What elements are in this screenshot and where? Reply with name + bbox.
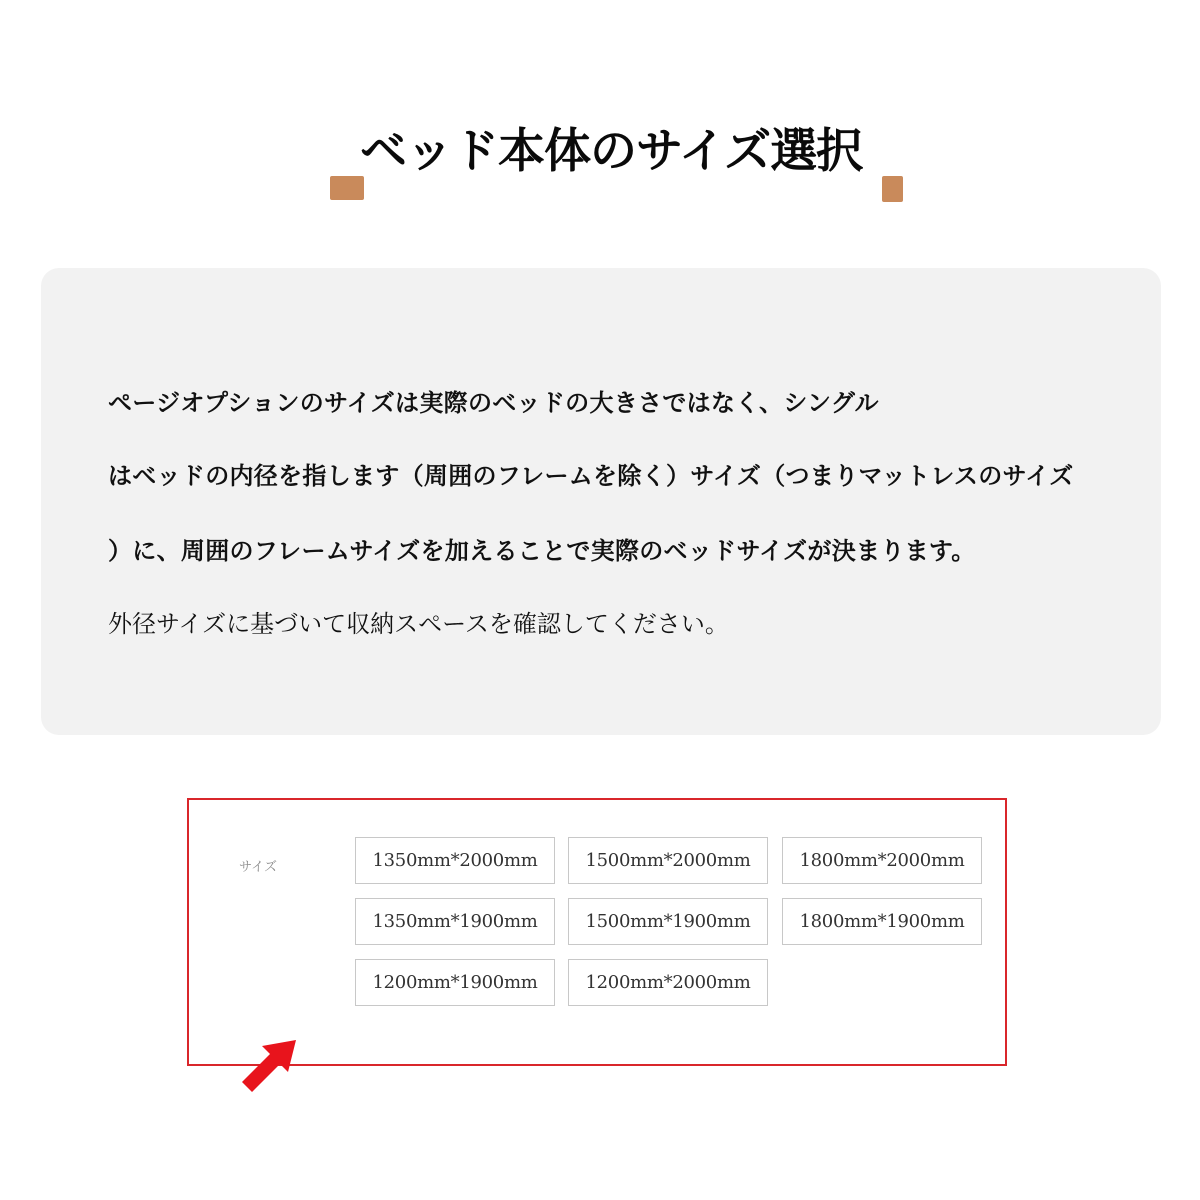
section-title: [330, 118, 905, 203]
size-option[interactable]: 1350mm*1900mm: [355, 898, 555, 945]
size-selector: [187, 798, 1007, 1066]
info-panel: [41, 268, 1161, 735]
title-accent-left: [330, 176, 364, 200]
red-arrow-icon: [230, 1030, 310, 1100]
size-option[interactable]: 1350mm*2000mm: [355, 837, 555, 884]
info-line-1: ページオプションのサイズは実際のベッドの大きさではなく、シングル: [108, 389, 879, 417]
info-line-3: ）に、周囲のフレームサイズを加えることで実際のベッドサイズが決まります。: [108, 537, 976, 565]
size-option[interactable]: 1800mm*2000mm: [782, 837, 982, 884]
size-label: サイズ: [239, 860, 277, 875]
size-option[interactable]: 1200mm*1900mm: [355, 959, 555, 1006]
size-option[interactable]: 1200mm*2000mm: [568, 959, 768, 1006]
size-option[interactable]: 1800mm*1900mm: [782, 898, 982, 945]
size-option[interactable]: 1500mm*1900mm: [568, 898, 768, 945]
title-accent-right: [882, 176, 903, 202]
info-line-2: はベッドの内径を指します（周囲のフレームを除く）サイズ（つまりマットレスのサイズ: [108, 462, 1074, 490]
size-option[interactable]: 1500mm*2000mm: [568, 837, 768, 884]
page-title: ベッド本体のサイズ選択: [360, 124, 863, 179]
info-line-4: 外径サイズに基づいて収納スペースを確認してください。: [108, 610, 729, 638]
